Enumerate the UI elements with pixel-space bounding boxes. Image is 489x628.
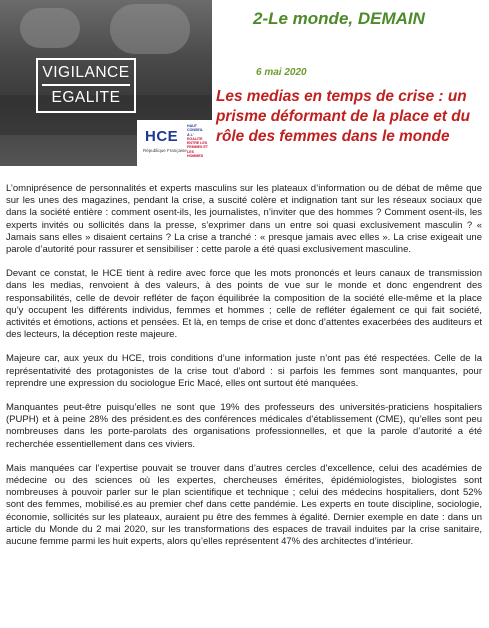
hce-side-line: LES HOMMES <box>187 149 204 159</box>
banner-photo-blur <box>20 8 80 48</box>
article-body <box>6 183 482 560</box>
article-headline: Les medias en temps de crise : un prisme déformant de la place et du rôle des femmes dans le monde <box>216 88 471 145</box>
section-title: 2-Le monde, DEMAIN <box>253 9 425 28</box>
hce-side-line: HAUT CONSEIL <box>187 124 203 133</box>
hce-logo-subtitle: République Française <box>143 148 187 153</box>
hce-side-line: EGALITE <box>187 136 203 141</box>
hce-logo <box>137 120 212 166</box>
hce-side-line: À L' <box>187 132 194 137</box>
paragraph: Majeure car, aux yeux du HCE, trois conditions d’une information juste n’ont pas été respectées. Celle de la représentativité des protagonistes de la crise tout d’abord : si parfois les femmes sont manquantes, pour reprendre une expression du sociologue Eric Macé, elles ont surtout été manquées. <box>6 353 482 389</box>
publication-date: 6 mai 2020 <box>256 67 307 78</box>
banner-divider <box>42 84 130 86</box>
paragraph: Manquantes peut-être puisqu’elles ne sont que 19% des professeurs des universités-praticiens hospitaliers (PUPH) et à peine 28% des président.es des conférences médicales d’établissement (CME), qu’elles sont peu nombreuses dans les porte-parolats des organisations professionnelles, et que la parole d’autorité a été recherchée essentiellement dans ces viviers. <box>6 402 482 450</box>
paragraph: Mais manquées car l’expertise pouvait se trouver dans d’autres cercles d’excellence, celui des académies de médecine ou des sciences où les expertes, chercheuses émérites, épidémiologistes, biologistes sont nombreuses à pouvoir parler sur le plan scientifique et technique ; celui des médecins hospitaliers, dont 52% sont des femmes, mobilisé.es au premier chef dans cette pandémie. Les experts en toute discipline, sociologie, économie, sollicités sur les plateaux, auraient pu être des femmes à égalité. Dernier exemple en date : dans un article du Monde du 2 mai 2020, sur les transformations des espaces de travail induites par la crise sanitaire, aucune femme parmi les huit experts, alors qu’elles représentent 47% des architectes d’intérieur. <box>6 462 482 548</box>
hce-side-line: ENTRE LES <box>187 141 208 146</box>
hce-side-line: FEMMES ET <box>187 145 208 150</box>
header-banner-image <box>0 0 212 166</box>
banner-line-2: EGALITE <box>51 89 121 106</box>
vigilance-egalite-box <box>36 58 136 113</box>
hce-logo-acronym: HCE <box>145 128 179 145</box>
banner-photo-blur <box>110 4 190 54</box>
hce-logo-sidetext <box>187 124 211 158</box>
banner-line-1: VIGILANCE <box>42 64 130 81</box>
paragraph: L’omniprésence de personnalités et experts masculins sur les plateaux d’information ou de débat de même que sur les unes des magazines, pendant la crise, a suscité colère et indignation tant sur les réseaux sociaux que dans la société entière : comment osent-ils, les journalistes, n’inviter que des hommes ? Comment osent-ils, les experts invités ou sollicités dans la presse, s’exprimer dans un entre soi quasi exclusivement masculin ? « Jamais sans elles » disaient certains ? La crise a tranché : « presque jamais avec elles ». La crise exigeait une parole d’autorité pour rassurer et sensibiliser : cette parole a été quasi exclusivement masculine. <box>6 183 482 256</box>
paragraph: Devant ce constat, le HCE tient à redire avec force que les mots prononcés et leurs canaux de transmission dans les medias, renvoient à des valeurs, à des points de vue sur le monde et donc engendrent des responsabilités, celle de devoir refléter de façon équilibrée la composition de la société elle-même et la place qu’y occupent les différents individus, femmes et hommes ; celle de refléter également ce qui fait société, activités et émotions, actions et pensées. Et là, en temps de crise et donc d’attentes exacerbées des auditeurs et des lecteurs, la déception reste majeure. <box>6 268 482 341</box>
